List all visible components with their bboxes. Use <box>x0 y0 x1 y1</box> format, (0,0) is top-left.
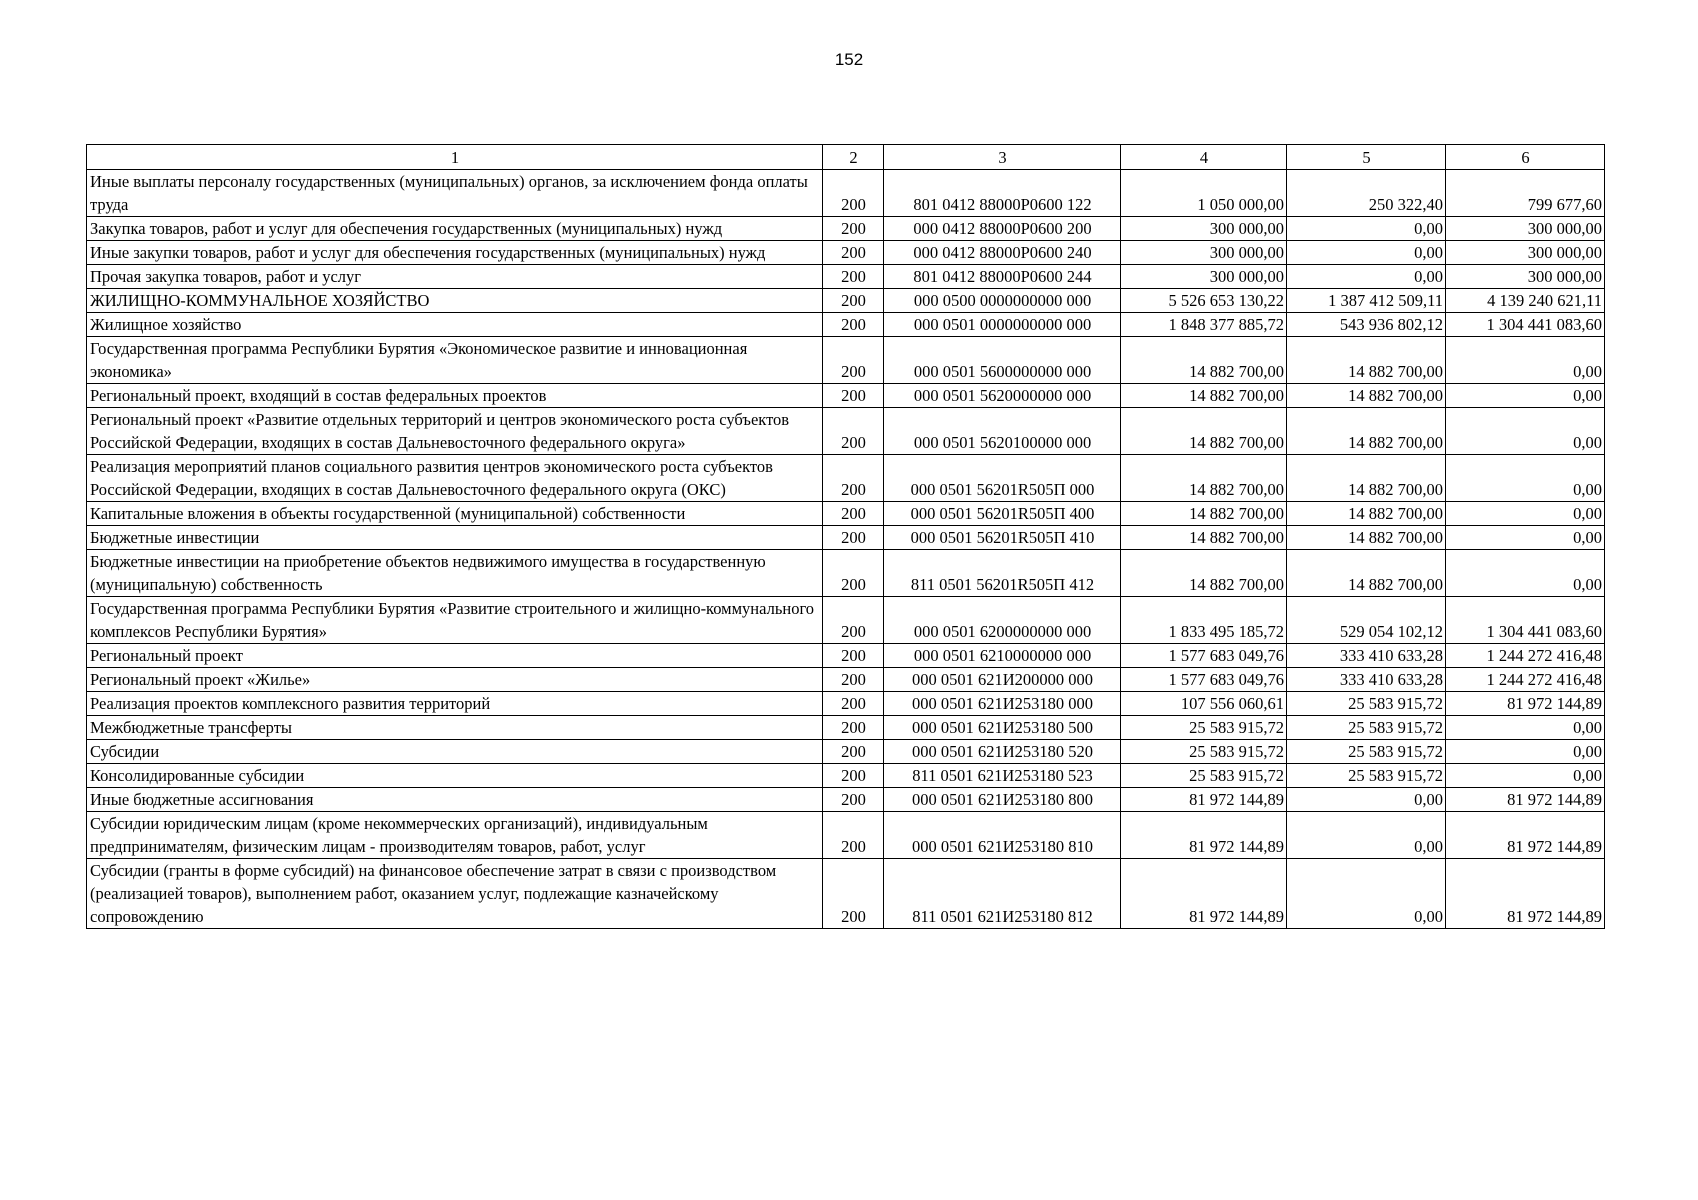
row-classification-code-cell: 000 0501 621И200000 000 <box>884 668 1121 692</box>
row-value-col6-cell: 81 972 144,89 <box>1446 812 1605 859</box>
row-value-col5-cell: 1 387 412 509,11 <box>1287 289 1446 313</box>
row-value-col6-cell: 0,00 <box>1446 455 1605 502</box>
row-value-col4-cell: 14 882 700,00 <box>1121 502 1287 526</box>
header-row <box>87 145 1605 170</box>
table-row <box>87 526 1605 550</box>
row-value-col5-cell: 0,00 <box>1287 241 1446 265</box>
row-classification-code-cell: 000 0501 6210000000 000 <box>884 644 1121 668</box>
row-code-cell: 200 <box>823 337 884 384</box>
row-code-cell: 200 <box>823 644 884 668</box>
row-code-cell: 200 <box>823 764 884 788</box>
row-code-cell: 200 <box>823 170 884 217</box>
row-code-cell: 200 <box>823 241 884 265</box>
row-classification-code-cell: 000 0501 6200000000 000 <box>884 597 1121 644</box>
row-value-col4-cell: 1 848 377 885,72 <box>1121 313 1287 337</box>
row-code-cell: 200 <box>823 408 884 455</box>
row-classification-code-cell: 000 0412 88000Р0600 200 <box>884 217 1121 241</box>
table-row <box>87 788 1605 812</box>
table-row <box>87 668 1605 692</box>
row-name-cell: Региональный проект «Развитие отдельных территорий и центров экономического роста субъектов Российской Федерации, входящих в состав Дальневосточного федерального округа» <box>87 408 823 455</box>
row-value-col4-cell: 25 583 915,72 <box>1121 764 1287 788</box>
row-classification-code-cell: 000 0501 0000000000 000 <box>884 313 1121 337</box>
column-header-4: 4 <box>1121 145 1287 170</box>
row-value-col4-cell: 300 000,00 <box>1121 241 1287 265</box>
row-name-cell: Реализация проектов комплексного развития территорий <box>87 692 823 716</box>
table-row <box>87 337 1605 384</box>
budget-table <box>86 144 1605 929</box>
row-code-cell: 200 <box>823 313 884 337</box>
row-value-col6-cell: 0,00 <box>1446 550 1605 597</box>
table-row <box>87 812 1605 859</box>
table-row <box>87 550 1605 597</box>
row-classification-code-cell: 000 0501 56201R505П 000 <box>884 455 1121 502</box>
row-value-col4-cell: 25 583 915,72 <box>1121 716 1287 740</box>
row-value-col5-cell: 529 054 102,12 <box>1287 597 1446 644</box>
row-name-cell: Иные выплаты персоналу государственных (муниципальных) органов, за исключением фонда оплаты труда <box>87 170 823 217</box>
row-code-cell: 200 <box>823 217 884 241</box>
row-name-cell: Закупка товаров, работ и услуг для обеспечения государственных (муниципальных) нужд <box>87 217 823 241</box>
row-value-col5-cell: 14 882 700,00 <box>1287 526 1446 550</box>
row-value-col5-cell: 14 882 700,00 <box>1287 337 1446 384</box>
row-name-cell: Жилищное хозяйство <box>87 313 823 337</box>
table-row <box>87 692 1605 716</box>
column-header-5: 5 <box>1287 145 1446 170</box>
row-value-col6-cell: 1 244 272 416,48 <box>1446 644 1605 668</box>
table-row <box>87 217 1605 241</box>
row-classification-code-cell: 000 0501 621И253180 800 <box>884 788 1121 812</box>
row-code-cell: 200 <box>823 526 884 550</box>
row-value-col6-cell: 4 139 240 621,11 <box>1446 289 1605 313</box>
row-name-cell: Иные бюджетные ассигнования <box>87 788 823 812</box>
row-name-cell: Субсидии <box>87 740 823 764</box>
column-header-2: 2 <box>823 145 884 170</box>
row-code-cell: 200 <box>823 692 884 716</box>
row-name-cell: Реализация мероприятий планов социального развития центров экономического роста субъектов Российской Федерации, входящих в состав Дальневосточного федерального округа (ОКС) <box>87 455 823 502</box>
row-classification-code-cell: 801 0412 88000Р0600 244 <box>884 265 1121 289</box>
row-value-col6-cell: 0,00 <box>1446 526 1605 550</box>
row-classification-code-cell: 000 0501 621И253180 810 <box>884 812 1121 859</box>
row-value-col5-cell: 0,00 <box>1287 859 1446 929</box>
row-classification-code-cell: 000 0501 56201R505П 400 <box>884 502 1121 526</box>
row-classification-code-cell: 000 0501 5620100000 000 <box>884 408 1121 455</box>
table-row <box>87 241 1605 265</box>
row-name-cell: Государственная программа Республики Бурятия «Экономическое развитие и инновационная экономика» <box>87 337 823 384</box>
table-body <box>87 170 1605 929</box>
row-code-cell: 200 <box>823 788 884 812</box>
row-value-col5-cell: 250 322,40 <box>1287 170 1446 217</box>
row-value-col5-cell: 333 410 633,28 <box>1287 668 1446 692</box>
row-code-cell: 200 <box>823 716 884 740</box>
row-value-col5-cell: 0,00 <box>1287 812 1446 859</box>
row-code-cell: 200 <box>823 859 884 929</box>
row-value-col6-cell: 0,00 <box>1446 408 1605 455</box>
row-code-cell: 200 <box>823 812 884 859</box>
row-value-col6-cell: 300 000,00 <box>1446 217 1605 241</box>
column-header-6: 6 <box>1446 145 1605 170</box>
table-row <box>87 859 1605 929</box>
row-value-col6-cell: 0,00 <box>1446 337 1605 384</box>
row-classification-code-cell: 000 0500 0000000000 000 <box>884 289 1121 313</box>
row-value-col4-cell: 14 882 700,00 <box>1121 337 1287 384</box>
row-name-cell: Иные закупки товаров, работ и услуг для обеспечения государственных (муниципальных) нужд <box>87 241 823 265</box>
row-code-cell: 200 <box>823 265 884 289</box>
row-name-cell: Консолидированные субсидии <box>87 764 823 788</box>
row-value-col5-cell: 0,00 <box>1287 788 1446 812</box>
row-value-col4-cell: 107 556 060,61 <box>1121 692 1287 716</box>
row-name-cell: Региональный проект <box>87 644 823 668</box>
row-code-cell: 200 <box>823 740 884 764</box>
row-value-col4-cell: 81 972 144,89 <box>1121 812 1287 859</box>
row-value-col5-cell: 14 882 700,00 <box>1287 384 1446 408</box>
row-classification-code-cell: 000 0501 621И253180 500 <box>884 716 1121 740</box>
row-name-cell: Региональный проект, входящий в состав федеральных проектов <box>87 384 823 408</box>
row-value-col4-cell: 14 882 700,00 <box>1121 550 1287 597</box>
row-value-col5-cell: 25 583 915,72 <box>1287 716 1446 740</box>
table-row <box>87 597 1605 644</box>
row-value-col4-cell: 81 972 144,89 <box>1121 788 1287 812</box>
table-row <box>87 502 1605 526</box>
page-number: 152 <box>834 50 864 69</box>
row-value-col5-cell: 543 936 802,12 <box>1287 313 1446 337</box>
table-row <box>87 716 1605 740</box>
row-value-col5-cell: 14 882 700,00 <box>1287 502 1446 526</box>
row-value-col5-cell: 25 583 915,72 <box>1287 764 1446 788</box>
row-name-cell: Субсидии (гранты в форме субсидий) на финансовое обеспечение затрат в связи с производством (реализацией товаров), выполнением работ, оказанием услуг, подлежащие казначейскому сопровождению <box>87 859 823 929</box>
row-value-col4-cell: 81 972 144,89 <box>1121 859 1287 929</box>
row-value-col6-cell: 0,00 <box>1446 764 1605 788</box>
table-row <box>87 644 1605 668</box>
row-classification-code-cell: 000 0501 621И253180 000 <box>884 692 1121 716</box>
row-code-cell: 200 <box>823 502 884 526</box>
row-code-cell: 200 <box>823 597 884 644</box>
row-code-cell: 200 <box>823 550 884 597</box>
row-value-col6-cell: 0,00 <box>1446 384 1605 408</box>
row-name-cell: Межбюджетные трансферты <box>87 716 823 740</box>
row-classification-code-cell: 811 0501 621И253180 523 <box>884 764 1121 788</box>
table-row <box>87 289 1605 313</box>
table-row <box>87 764 1605 788</box>
table-row <box>87 313 1605 337</box>
row-name-cell: Бюджетные инвестиции на приобретение объектов недвижимого имущества в государственную (муниципальную) собственность <box>87 550 823 597</box>
row-value-col6-cell: 81 972 144,89 <box>1446 692 1605 716</box>
row-value-col4-cell: 300 000,00 <box>1121 217 1287 241</box>
row-code-cell: 200 <box>823 668 884 692</box>
row-value-col4-cell: 14 882 700,00 <box>1121 408 1287 455</box>
table-row <box>87 408 1605 455</box>
column-header-3: 3 <box>884 145 1121 170</box>
row-value-col4-cell: 1 577 683 049,76 <box>1121 644 1287 668</box>
row-name-cell: Бюджетные инвестиции <box>87 526 823 550</box>
row-classification-code-cell: 000 0501 621И253180 520 <box>884 740 1121 764</box>
table-row <box>87 455 1605 502</box>
row-name-cell: Государственная программа Республики Бурятия «Развитие строительного и жилищно-коммунального комплексов Республики Бурятия» <box>87 597 823 644</box>
row-value-col5-cell: 14 882 700,00 <box>1287 455 1446 502</box>
table-row <box>87 740 1605 764</box>
row-value-col6-cell: 0,00 <box>1446 502 1605 526</box>
row-value-col4-cell: 300 000,00 <box>1121 265 1287 289</box>
row-value-col5-cell: 333 410 633,28 <box>1287 644 1446 668</box>
row-value-col6-cell: 300 000,00 <box>1446 241 1605 265</box>
row-value-col6-cell: 81 972 144,89 <box>1446 788 1605 812</box>
row-value-col4-cell: 14 882 700,00 <box>1121 384 1287 408</box>
row-value-col5-cell: 0,00 <box>1287 217 1446 241</box>
row-value-col6-cell: 0,00 <box>1446 740 1605 764</box>
row-classification-code-cell: 000 0501 5620000000 000 <box>884 384 1121 408</box>
column-header-1: 1 <box>87 145 823 170</box>
row-code-cell: 200 <box>823 289 884 313</box>
row-value-col4-cell: 25 583 915,72 <box>1121 740 1287 764</box>
table-row <box>87 384 1605 408</box>
row-value-col6-cell: 1 304 441 083,60 <box>1446 597 1605 644</box>
row-value-col4-cell: 1 833 495 185,72 <box>1121 597 1287 644</box>
row-classification-code-cell: 811 0501 621И253180 812 <box>884 859 1121 929</box>
row-name-cell: Субсидии юридическим лицам (кроме некоммерческих организаций), индивидуальным предпринимателям, физическим лицам - производителям товаров, работ, услуг <box>87 812 823 859</box>
row-value-col4-cell: 5 526 653 130,22 <box>1121 289 1287 313</box>
row-value-col6-cell: 81 972 144,89 <box>1446 859 1605 929</box>
row-value-col6-cell: 300 000,00 <box>1446 265 1605 289</box>
row-name-cell: Прочая закупка товаров, работ и услуг <box>87 265 823 289</box>
row-classification-code-cell: 000 0412 88000Р0600 240 <box>884 241 1121 265</box>
row-value-col5-cell: 25 583 915,72 <box>1287 692 1446 716</box>
row-name-cell: Региональный проект «Жилье» <box>87 668 823 692</box>
table-row <box>87 265 1605 289</box>
row-value-col5-cell: 0,00 <box>1287 265 1446 289</box>
row-code-cell: 200 <box>823 455 884 502</box>
row-value-col6-cell: 0,00 <box>1446 716 1605 740</box>
row-value-col6-cell: 799 677,60 <box>1446 170 1605 217</box>
row-value-col4-cell: 14 882 700,00 <box>1121 455 1287 502</box>
row-value-col4-cell: 1 050 000,00 <box>1121 170 1287 217</box>
row-classification-code-cell: 000 0501 56201R505П 410 <box>884 526 1121 550</box>
row-classification-code-cell: 000 0501 5600000000 000 <box>884 337 1121 384</box>
row-value-col6-cell: 1 244 272 416,48 <box>1446 668 1605 692</box>
row-classification-code-cell: 811 0501 56201R505П 412 <box>884 550 1121 597</box>
table-row <box>87 170 1605 217</box>
row-value-col5-cell: 14 882 700,00 <box>1287 550 1446 597</box>
row-name-cell: ЖИЛИЩНО-КОММУНАЛЬНОЕ ХОЗЯЙСТВО <box>87 289 823 313</box>
row-value-col6-cell: 1 304 441 083,60 <box>1446 313 1605 337</box>
row-value-col4-cell: 1 577 683 049,76 <box>1121 668 1287 692</box>
row-code-cell: 200 <box>823 384 884 408</box>
row-value-col4-cell: 14 882 700,00 <box>1121 526 1287 550</box>
row-value-col5-cell: 14 882 700,00 <box>1287 408 1446 455</box>
row-name-cell: Капитальные вложения в объекты государственной (муниципальной) собственности <box>87 502 823 526</box>
row-classification-code-cell: 801 0412 88000Р0600 122 <box>884 170 1121 217</box>
row-value-col5-cell: 25 583 915,72 <box>1287 740 1446 764</box>
